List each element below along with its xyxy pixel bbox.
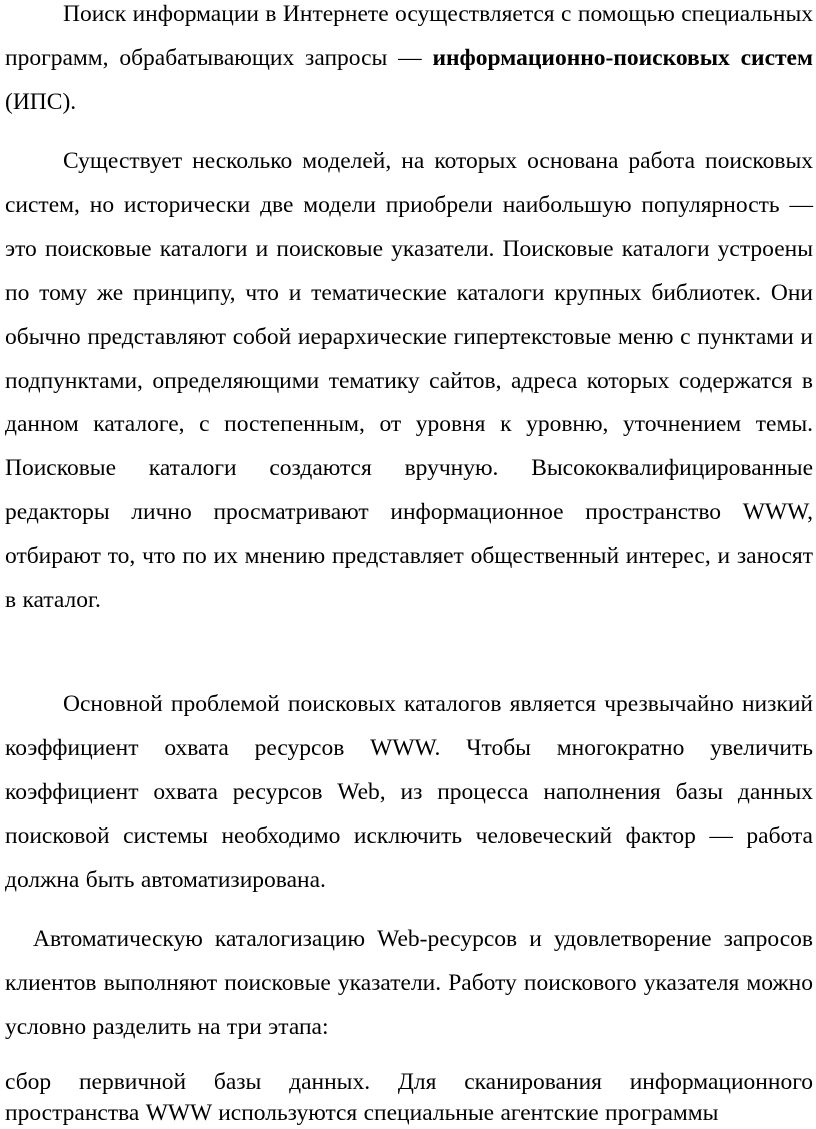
- paragraph-ips-intro: [5, 0, 813, 125]
- paragraph-text-start: Поиск информации в Интернете осуществляется с помощью специальных программ, обрабатывающих запросы —: [5, 1, 813, 71]
- paragraph-text-end: (ИПС).: [5, 88, 77, 115]
- paragraph-catalog-problem: Основной проблемой поисковых каталогов является чрезвычайно низкий коэффициент охвата ресурсов WWW. Чтобы многократно увеличить коэффициент охвата ресурсов Web, из процесса наполнения базы данных поисковой системы необходимо исключить человеческий фактор — работа должна быть автоматизирована.: [5, 691, 813, 893]
- paragraph-search-models: Существует несколько моделей, на которых основана работа поисковых систем, но исторически две модели приобрели наибольшую популярность — это поисковые каталоги и поисковые указатели. Поисковые каталоги устроены по тому же принципу, что и тематические каталоги крупных библиотек. Они обычно представляют собой иерархические гипертекстовые меню с пунктами и подпунктами, определяющими тематику сайтов, адреса которых содержатся в данном каталоге, с постепенным, от уровня к уровню, уточнением темы. Поисковые каталоги создаются вручную. Высококвалифицированные редакторы лично просматривают информационное пространство WWW, отбирают то, что по их мнению представляет общественный интерес, и заносят в каталог.: [5, 148, 813, 614]
- bold-term-ips: информационно-поисковых систем: [432, 44, 813, 71]
- paragraph-database-collection: сбор первичной базы данных. Для сканирования информационного пространства WWW используются специальные агентские программы: [5, 1069, 813, 1126]
- paragraph-search-indexes: Автоматическую каталогизацию Web-ресурсов и удовлетворение запросов клиентов выполняют поисковые указатели. Работу поискового указателя можно условно разделить на три этапа:: [5, 926, 813, 1040]
